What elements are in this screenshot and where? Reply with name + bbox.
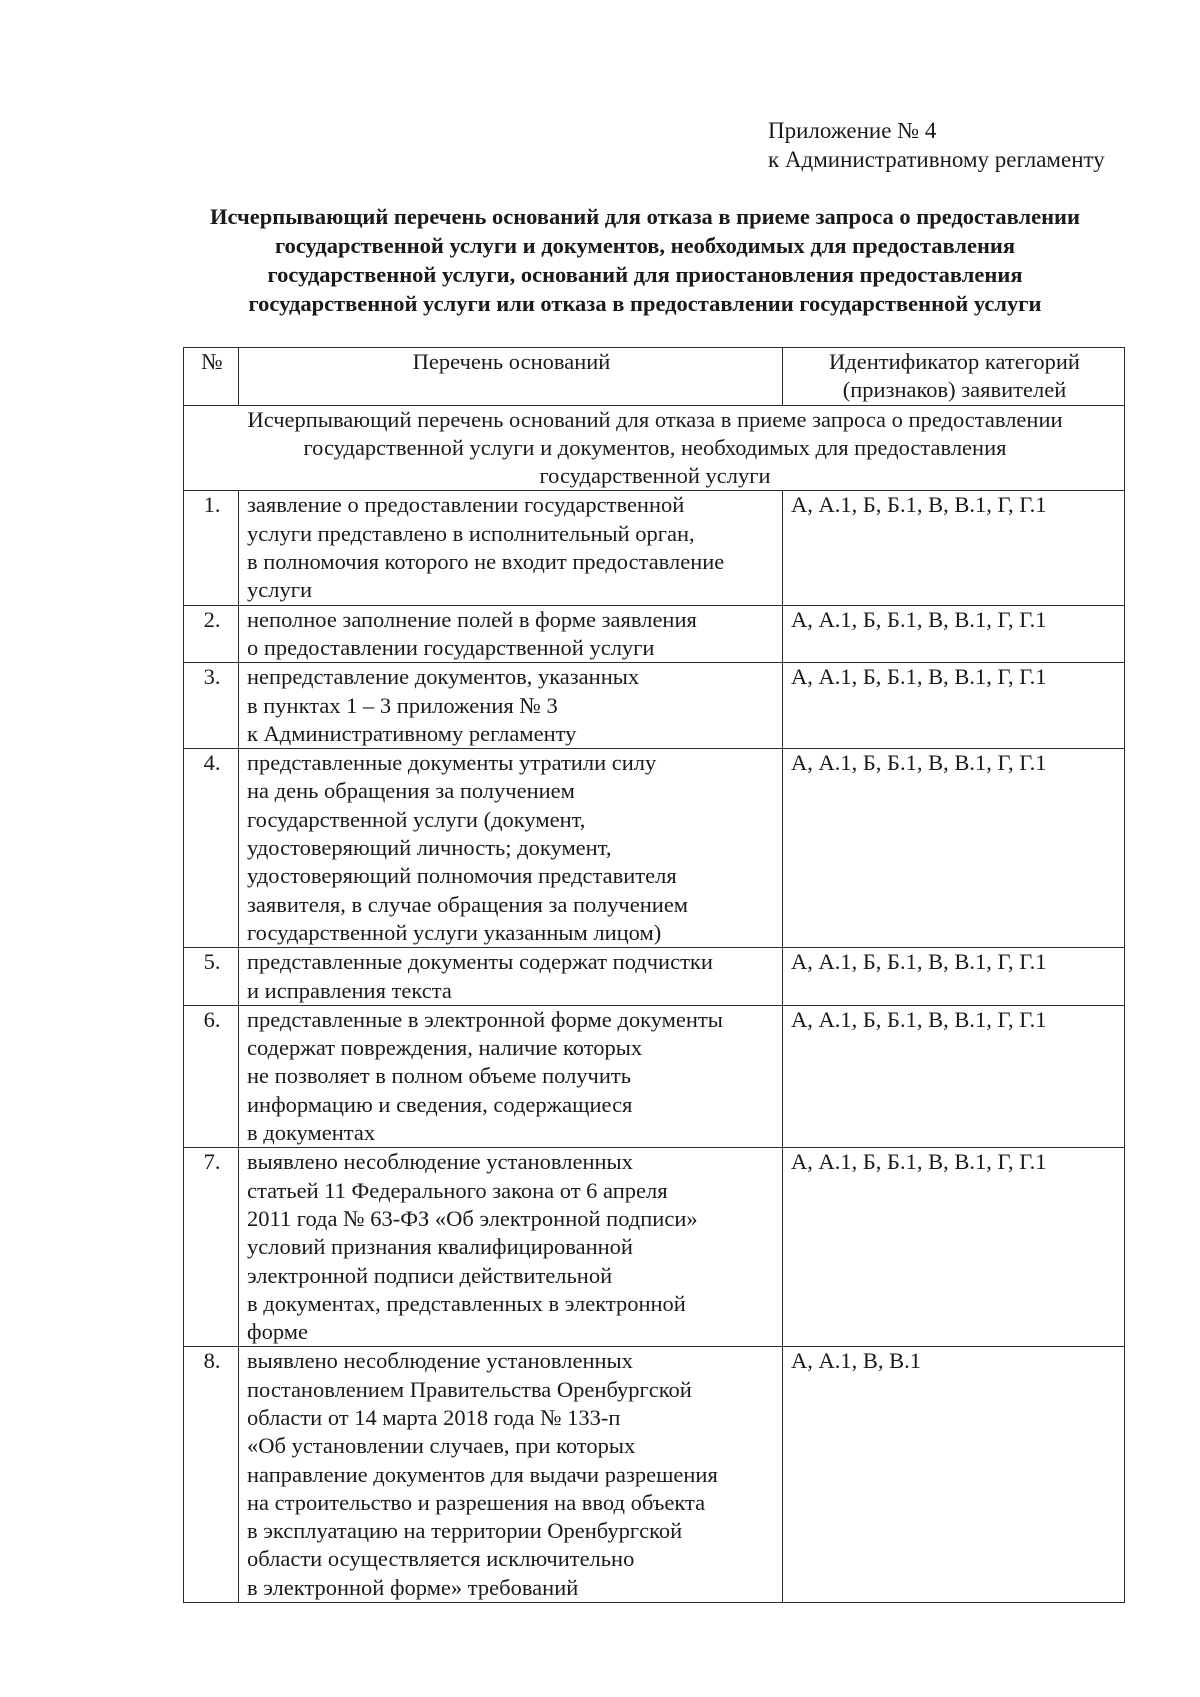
appendix-reference: к Административному регламенту	[768, 147, 1105, 172]
row-number: 3.	[184, 663, 239, 749]
ground-text-line: в документах, представленных в электронной	[247, 1290, 686, 1316]
table-row	[184, 1347, 1125, 1603]
header-categories	[783, 348, 1125, 406]
section-row	[184, 405, 1125, 491]
ground-text-line: услуги	[247, 577, 312, 603]
row-number: 6.	[184, 1005, 239, 1147]
row-number: 5.	[184, 948, 239, 1006]
ground-text-line: государственной услуги (документ,	[247, 806, 586, 832]
ground-text-line: заявление о предоставлении государственной	[247, 492, 685, 518]
row-number: 7.	[184, 1148, 239, 1347]
appendix-number: Приложение № 4	[768, 118, 937, 143]
appendix-header	[768, 116, 1105, 174]
document-title	[150, 202, 1140, 318]
table-row	[184, 749, 1125, 948]
table-row	[184, 1148, 1125, 1347]
row-ground-text	[239, 491, 783, 605]
ground-text-line: непредставление документов, указанных	[247, 664, 640, 690]
ground-text-line: статьей 11 Федерального закона от 6 апреля	[247, 1177, 668, 1203]
ground-text-line: государственной услуги указанным лицом)	[247, 919, 662, 945]
ground-text-line: удостоверяющий личность; документ,	[247, 835, 612, 861]
header-categories-line: (признаков) заявителей	[842, 377, 1067, 403]
row-categories: А, А.1, В, В.1	[783, 1347, 1125, 1603]
ground-text-line: в документах	[247, 1120, 376, 1146]
section-heading	[184, 405, 1125, 491]
row-ground-text	[239, 948, 783, 1006]
ground-text-line: представленные документы утратили силу	[247, 750, 657, 776]
row-ground-text	[239, 663, 783, 749]
row-categories: А, А.1, Б, Б.1, В, В.1, Г, Г.1	[783, 605, 1125, 663]
ground-text-line: области от 14 марта 2018 года № 133-п	[247, 1404, 621, 1430]
row-number: 8.	[184, 1347, 239, 1603]
table-body	[184, 405, 1125, 1602]
title-line: государственной услуги, оснований для приостановления предоставления	[267, 262, 1023, 287]
ground-text-line: удостоверяющий полномочия представителя	[247, 863, 677, 889]
table-row	[184, 663, 1125, 749]
ground-text-line: выявлено несоблюдение установленных	[247, 1149, 633, 1175]
row-ground-text	[239, 605, 783, 663]
row-categories: А, А.1, Б, Б.1, В, В.1, Г, Г.1	[783, 1148, 1125, 1347]
table-row	[184, 491, 1125, 605]
grounds-table	[183, 347, 1125, 1603]
row-categories: А, А.1, Б, Б.1, В, В.1, Г, Г.1	[783, 948, 1125, 1006]
ground-text-line: на день обращения за получением	[247, 778, 575, 804]
ground-text-line: 2011 года № 63-ФЗ «Об электронной подписи»	[247, 1205, 698, 1231]
ground-text-line: заявителя, в случае обращения за получением	[247, 891, 689, 917]
title-line: государственной услуги или отказа в предоставлении государственной услуги	[248, 291, 1042, 316]
ground-text-line: направление документов для выдачи разрешения	[247, 1461, 718, 1487]
ground-text-line: «Об установлении случаев, при которых	[247, 1433, 636, 1459]
section-line: Исчерпывающий перечень оснований для отказа в приеме запроса о предоставлении	[247, 406, 1063, 432]
section-line: государственной услуги и документов, необходимых для предоставления	[303, 434, 1007, 460]
row-number: 1.	[184, 491, 239, 605]
ground-text-line: на строительство и разрешения на ввод объекта	[247, 1489, 706, 1515]
title-line: государственной услуги и документов, необходимых для предоставления	[274, 233, 1016, 258]
ground-text-line: к Административному регламенту	[247, 720, 577, 746]
ground-text-line: представленные документы содержат подчистки	[247, 949, 713, 975]
row-categories: А, А.1, Б, Б.1, В, В.1, Г, Г.1	[783, 491, 1125, 605]
ground-text-line: о предоставлении государственной услуги	[247, 634, 655, 660]
header-number: №	[184, 348, 239, 406]
table-row	[184, 605, 1125, 663]
row-ground-text	[239, 749, 783, 948]
ground-text-line: содержат повреждения, наличие которых	[247, 1035, 643, 1061]
table-header-row	[184, 348, 1125, 406]
ground-text-line: и исправления текста	[247, 977, 452, 1003]
row-ground-text	[239, 1005, 783, 1147]
ground-text-line: услуги представлено в исполнительный орган,	[247, 520, 695, 546]
ground-text-line: в эксплуатацию на территории Оренбургской	[247, 1518, 683, 1544]
ground-text-line: постановлением Правительства Оренбургской	[247, 1376, 692, 1402]
title-line: Исчерпывающий перечень оснований для отказа в приеме запроса о предоставлении	[210, 204, 1080, 229]
ground-text-line: представленные в электронной форме документы	[247, 1006, 723, 1032]
ground-text-line: форме	[247, 1319, 308, 1345]
ground-text-line: не позволяет в полном объеме получить	[247, 1063, 632, 1089]
row-categories: А, А.1, Б, Б.1, В, В.1, Г, Г.1	[783, 663, 1125, 749]
row-number: 4.	[184, 749, 239, 948]
ground-text-line: информацию и сведения, содержащиеся	[247, 1091, 633, 1117]
ground-text-line: в пунктах 1 – 3 приложения № 3	[247, 692, 558, 718]
ground-text-line: электронной подписи действительной	[247, 1262, 613, 1288]
ground-text-line: в полномочия которого не входит предоставление	[247, 549, 725, 575]
ground-text-line: в электронной форме» требований	[247, 1574, 579, 1600]
row-number: 2.	[184, 605, 239, 663]
ground-text-line: неполное заполнение полей в форме заявления	[247, 606, 697, 632]
row-categories: А, А.1, Б, Б.1, В, В.1, Г, Г.1	[783, 749, 1125, 948]
row-categories: А, А.1, Б, Б.1, В, В.1, Г, Г.1	[783, 1005, 1125, 1147]
section-line: государственной услуги	[539, 463, 771, 489]
ground-text-line: выявлено несоблюдение установленных	[247, 1348, 633, 1374]
row-ground-text	[239, 1148, 783, 1347]
ground-text-line: условий признания квалифицированной	[247, 1234, 633, 1260]
row-ground-text	[239, 1347, 783, 1603]
table-row	[184, 1005, 1125, 1147]
table-row	[184, 948, 1125, 1006]
header-categories-line: Идентификатор категорий	[829, 349, 1080, 374]
header-grounds: Перечень оснований	[239, 348, 783, 406]
ground-text-line: области осуществляется исключительно	[247, 1546, 635, 1572]
